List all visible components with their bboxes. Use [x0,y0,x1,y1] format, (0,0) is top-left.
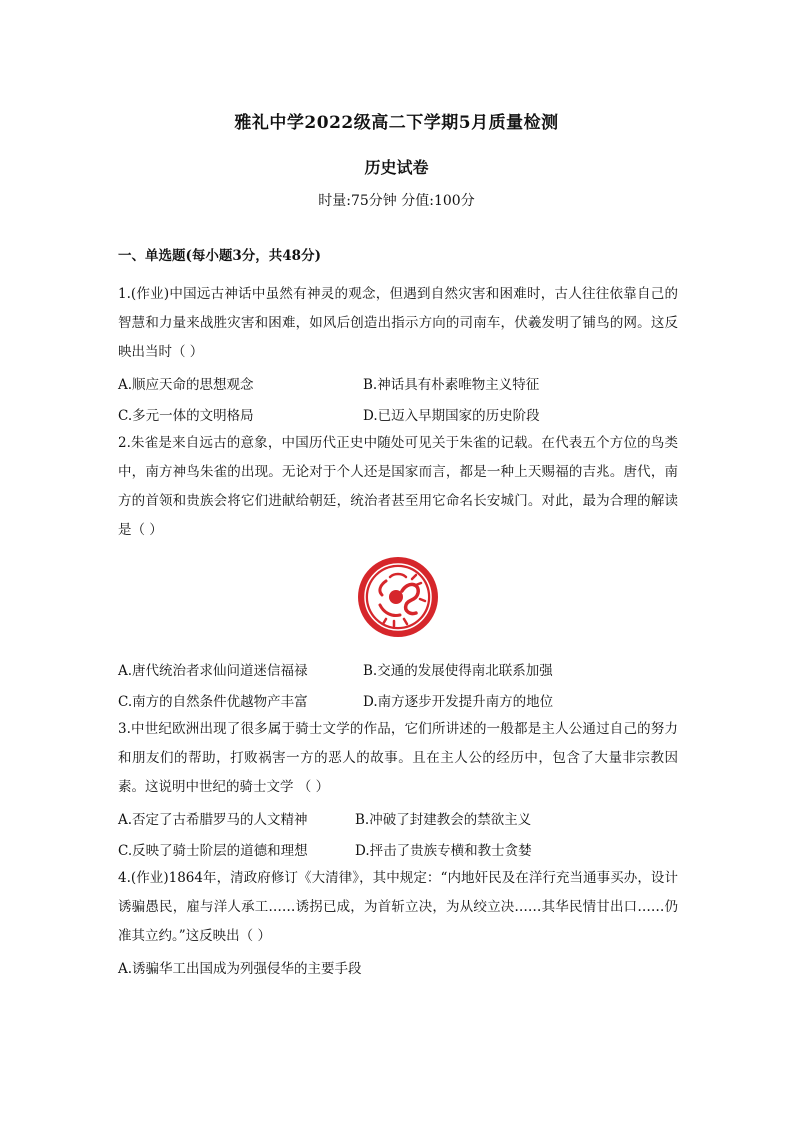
option-a: A.唐代统治者求仙问道迷信福禄 [118,662,308,679]
question-3-options-row-1 [118,802,678,833]
exam-content [118,244,678,982]
option-d: D.抨击了贵族专横和教士贪婪 [355,842,532,859]
option-c: C.多元一体的文明格局 [118,407,254,424]
exam-meta: 时量:75分钟 分值:100分 [318,193,475,209]
exam-subtitle: 历史试卷 [364,158,429,177]
question-4-text: 4.(作业)1864年，清政府修订《大清律》，其中规定：“内地奸民及在洋行充当通事买办，设计诱骗愚民，雇与洋人承工……诱拐已成，为首斩立决，为从绞立决……其华民情甘出口……仍准其立约。”这反映出（ ） [118,870,678,944]
question-3 [118,715,678,864]
option-c: C.反映了骑士阶层的道德和理想 [118,842,308,859]
option-d: D.南方逐步开发提升南方的地位 [363,693,554,710]
question-1-text: 1.(作业)中国远古神话中虽然有神灵的观念，但遇到自然灾害和困难时，古人往往依靠自己的智慧和力量来战胜灾害和困难，如风后创造出指示方向的司南车，伏羲发明了铺鸟的网。这反映出当时（ ） [118,286,678,360]
question-4 [118,864,678,982]
question-2-text: 2.朱雀是来自远古的意象，中国历代正史中随处可见关于朱雀的记载。在代表五个方位的鸟类中，南方神鸟朱雀的出现。无论对于个人还是国家而言，都是一种上天赐福的吉兆。唐代，南方的首领和贵族会将它们进献给朝廷，统治者甚至用它命名长安城门。对此，最为合理的解读是（ ） [118,435,678,538]
option-a: A.诱骗华工出国成为列强侵华的主要手段 [118,960,362,977]
section-heading: 一、单选题(每小题3分，共48分) [118,248,321,264]
exam-title: 雅礼中学2022级高二下学期5月质量检测 [234,113,559,133]
question-1-options-row-1 [118,367,678,398]
question-3-options-row-2 [118,833,678,864]
question-1-options-row-2 [118,398,678,429]
question-2-options-row-1 [118,653,678,684]
question-2-figure [118,547,678,647]
option-c: C.南方的自然条件优越物产丰富 [118,693,308,710]
question-1 [118,280,678,429]
option-b: B.交通的发展使得南北联系加强 [363,662,553,679]
option-a: A.否定了古希腊罗马的人文精神 [118,811,308,828]
option-b: B.冲破了封建教会的禁欲主义 [355,811,532,828]
question-2 [118,429,678,715]
option-d: D.已迈入早期国家的历史阶段 [363,407,540,424]
question-4-options-row-1 [118,951,678,982]
vermilion-bird-seal-icon [356,555,440,639]
question-2-options-row-2 [118,684,678,715]
option-a: A.顺应天命的思想观念 [118,376,254,393]
question-3-text: 3.中世纪欧洲出现了很多属于骑士文学的作品，它们所讲述的一般都是主人公通过自己的努力和朋友们的帮助，打败祸害一方的恶人的故事。且在主人公的经历中，包含了大量非宗教因素。这说明中世纪的骑士文学 （ ） [118,721,678,795]
option-b: B.神话具有朴素唯物主义特征 [363,376,540,393]
